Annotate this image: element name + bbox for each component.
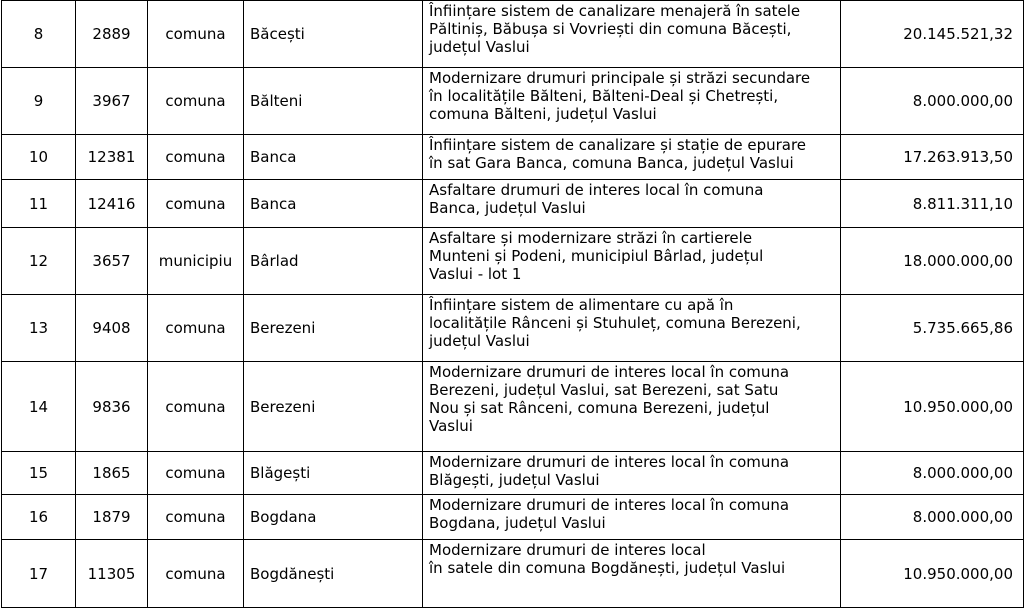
table-row: [2, 540, 1024, 608]
project-id: 1865: [76, 452, 148, 495]
project-id: 3967: [76, 68, 148, 135]
locality-name: Berezeni: [244, 362, 423, 452]
row-number: 16: [2, 495, 76, 540]
project-description: Modernizare drumuri de interes local în comuna Bogdana, județul Vaslui: [423, 495, 841, 540]
locality-type: comuna: [148, 540, 244, 608]
project-value: 5.735.665,86: [841, 295, 1024, 362]
project-id: 9408: [76, 295, 148, 362]
locality-type: comuna: [148, 1, 244, 68]
project-description: Modernizare drumuri principale și străzi secundare în localitățile Bălteni, Bălteni-Deal și Chetrești, comuna Bălteni, județul Vaslui: [423, 68, 841, 135]
locality-name: Blăgești: [244, 452, 423, 495]
project-description: Modernizare drumuri de interes local în comuna Blăgești, județul Vaslui: [423, 452, 841, 495]
project-description: Asfaltare drumuri de interes local în comuna Banca, județul Vaslui: [423, 180, 841, 228]
project-id: 12416: [76, 180, 148, 228]
locality-type: comuna: [148, 452, 244, 495]
locality-name: Banca: [244, 180, 423, 228]
project-id: 12381: [76, 135, 148, 180]
locality-type: comuna: [148, 295, 244, 362]
row-number: 8: [2, 1, 76, 68]
table-row: [2, 362, 1024, 452]
project-value: 8.000.000,00: [841, 495, 1024, 540]
table-row: [2, 228, 1024, 295]
project-value: 18.000.000,00: [841, 228, 1024, 295]
project-value: 10.950.000,00: [841, 540, 1024, 608]
table-row: [2, 180, 1024, 228]
project-value: 8.811.311,10: [841, 180, 1024, 228]
project-value: 8.000.000,00: [841, 452, 1024, 495]
project-id: 2889: [76, 1, 148, 68]
locality-name: Bârlad: [244, 228, 423, 295]
locality-type: comuna: [148, 362, 244, 452]
row-number: 11: [2, 180, 76, 228]
row-number: 12: [2, 228, 76, 295]
project-value: 17.263.913,50: [841, 135, 1024, 180]
table-row: [2, 135, 1024, 180]
row-number: 14: [2, 362, 76, 452]
locality-type: comuna: [148, 68, 244, 135]
project-description: Înființare sistem de canalizare menajeră în satele Păltiniș, Băbușa si Vovriești din comuna Băcești, județul Vaslui: [423, 1, 841, 68]
locality-name: Bogdana: [244, 495, 423, 540]
locality-name: Bogdănești: [244, 540, 423, 608]
table-row: [2, 1, 1024, 68]
row-number: 17: [2, 540, 76, 608]
project-id: 9836: [76, 362, 148, 452]
table-row: [2, 295, 1024, 362]
row-number: 10: [2, 135, 76, 180]
table-row: [2, 495, 1024, 540]
projects-table: [1, 0, 1024, 608]
row-number: 13: [2, 295, 76, 362]
project-description: Modernizare drumuri de interes local în satele din comuna Bogdănești, județul Vaslui: [423, 540, 841, 608]
locality-name: Băcești: [244, 1, 423, 68]
project-value: 20.145.521,32: [841, 1, 1024, 68]
project-value: 8.000.000,00: [841, 68, 1024, 135]
table-row: [2, 452, 1024, 495]
locality-name: Banca: [244, 135, 423, 180]
project-description: Înființare sistem de canalizare și stație de epurare în sat Gara Banca, comuna Banca, județul Vaslui: [423, 135, 841, 180]
table-row: [2, 68, 1024, 135]
project-id: 3657: [76, 228, 148, 295]
project-description: Asfaltare și modernizare străzi în cartierele Munteni și Podeni, municipiul Bârlad, județul Vaslui - lot 1: [423, 228, 841, 295]
locality-name: Berezeni: [244, 295, 423, 362]
project-value: 10.950.000,00: [841, 362, 1024, 452]
row-number: 9: [2, 68, 76, 135]
locality-type: comuna: [148, 495, 244, 540]
locality-type: comuna: [148, 180, 244, 228]
project-id: 11305: [76, 540, 148, 608]
row-number: 15: [2, 452, 76, 495]
project-id: 1879: [76, 495, 148, 540]
locality-type: municipiu: [148, 228, 244, 295]
project-description: Înființare sistem de alimentare cu apă în localitățile Rânceni și Stuhuleț, comuna Berezeni, județul Vaslui: [423, 295, 841, 362]
project-description: Modernizare drumuri de interes local în comuna Berezeni, județul Vaslui, sat Berezeni, sat Satu Nou și sat Rânceni, comuna Berezeni, județul Vaslui: [423, 362, 841, 452]
locality-name: Bălteni: [244, 68, 423, 135]
locality-type: comuna: [148, 135, 244, 180]
